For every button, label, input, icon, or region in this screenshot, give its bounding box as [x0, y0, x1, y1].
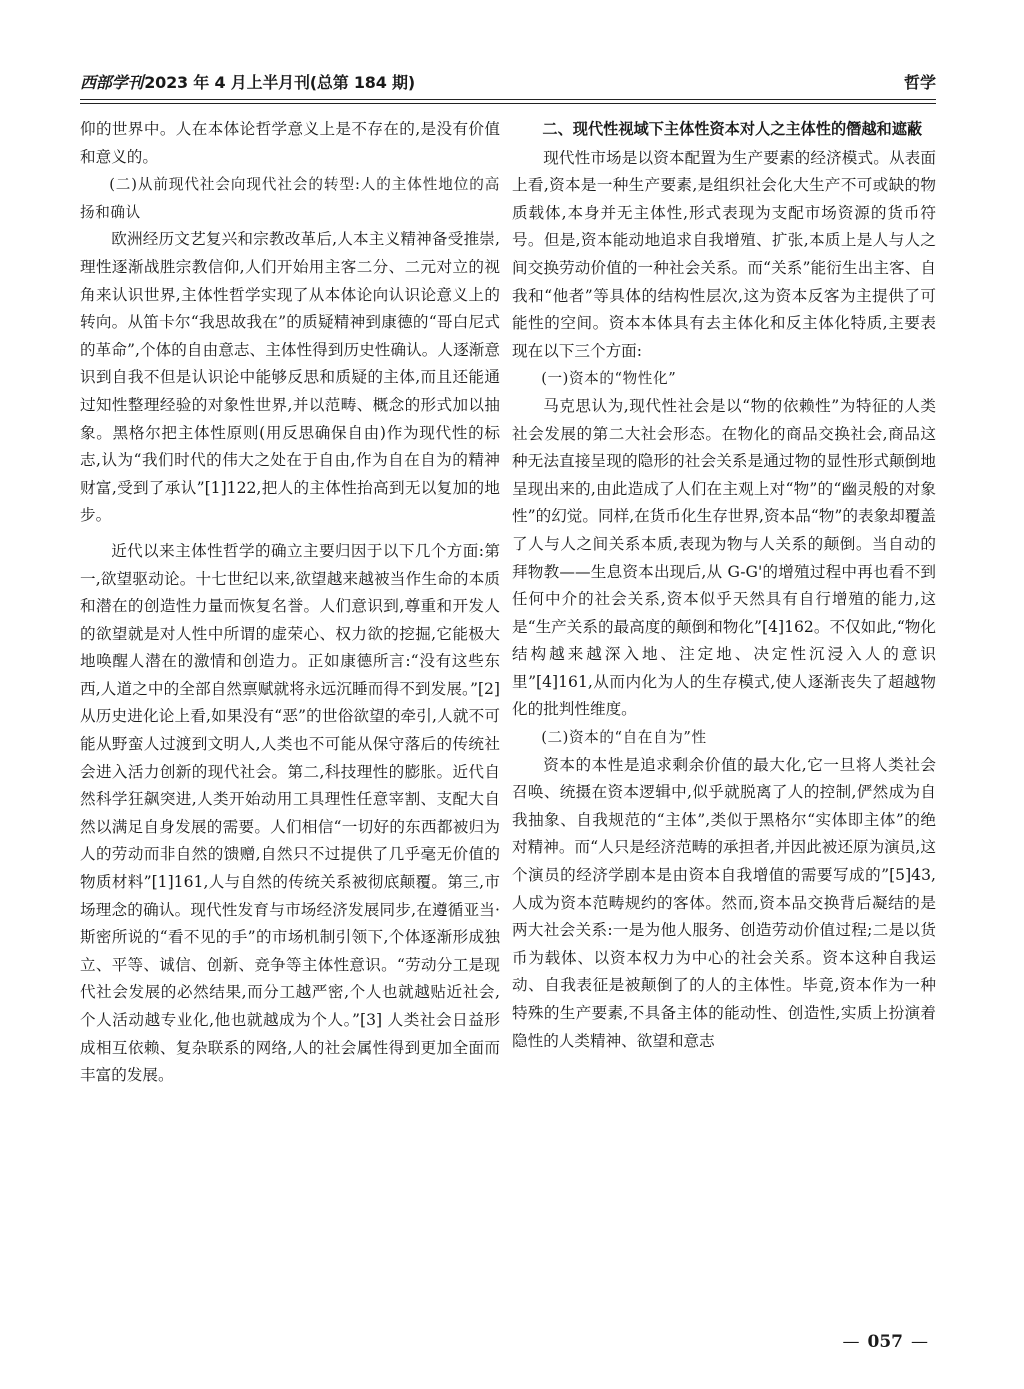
paragraph: 马克思认为,现代性社会是以“物的依赖性”为特征的人类社会发展的第二大社会形态。在物化的商品交换社会,商品这种无法直接呈现的隐形的社会关系是通过物的显性形式颠倒地呈现出来的,由此造成了人们在主观上对“物”的“幽灵般的对象性”的幻觉。同样,在货币化生存世界,资本品“物”的表象却覆盖了人与人之间关系本质,表现为物与人关系的颠倒。当自动的拜物教——生息资本出现后,从 G-G'的增殖过程中再也看不到任何中介的社会关系,资本似乎天然具有自行增殖的能力,这是“生产关系的最高度的颠倒和物化”[4]162。不仅如此,“物化结构越来越深入地、注定地、决定性沉浸入人的意识里”[4]161,从而内化为人的生存模式,使人逐渐丧失了超越物化的批判性维度。	[512, 396, 936, 719]
header-rule-bottom	[80, 103, 936, 104]
header-rule-top	[80, 99, 936, 100]
page-number-dash-left: —	[842, 1332, 860, 1352]
journal-title	[80, 70, 415, 93]
subsection-heading: (一)资本的“物性化”	[541, 370, 677, 388]
subsection-heading: (二)从前现代社会向现代社会的转型:人的主体性地位的高扬和确认	[80, 176, 500, 221]
page-number-value: 057	[867, 1332, 903, 1352]
journal-issue: 2023 年 4 月上半月刊(总第 184 期)	[144, 73, 415, 92]
paragraph: 现代性市场是以资本配置为生产要素的经济模式。从表面上看,资本是一种生产要素,是组织社会化大生产不可或缺的物质载体,本身并无主体性,形式表现为支配市场资源的货币符号。但是,资本能动地追求自我增殖、扩张,本质上是人与人之间交换劳动价值的一种社会关系。而“关系”能衍生出主客、自我和“他者”等具体的结构性层次,这为资本反客为主提供了可能性的空间。资本本体具有去主体化和反主体化特质,主要表现在以下三个方面:	[512, 148, 936, 360]
running-header	[80, 66, 936, 96]
section-label: 哲学	[903, 73, 936, 92]
page-number	[835, 1332, 937, 1352]
spacer	[80, 530, 500, 538]
paragraph: 仰的世界中。人在本体论哲学意义上是不存在的,是没有价值和意义的。	[80, 120, 500, 166]
paragraph: 资本的本性是追求剩余价值的最大化,它一旦将人类社会召唤、统摄在资本逻辑中,似乎就脱离了人的控制,俨然成为自我抽象、自我规范的“主体”,类似于黑格尔“实体即主体”的绝对精神。而“人只是经济范畴的承担者,并因此被还原为演员,这个演员的经济学剧本是由资本自我增值的需要写成的”[5]43,人成为资本范畴规约的客体。然而,资本品交换背后凝结的是两大社会关系:一是为他人服务、创造劳动价值过程;二是以货币为载体、以资本权力为中心的社会关系。资本这种自我运动、自我表征是被颠倒了的人的主体性。毕竟,资本作为一种特殊的生产要素,不具备主体的能动性、创造性,实质上扮演着隐性的人类精神、欲望和意志	[512, 755, 936, 1050]
paragraph: 欧洲经历文艺复兴和宗教改革后,人本主义精神备受推崇,理性逐渐战胜宗教信仰,人们开始用主客二分、二元对立的视角来认识世界,主体性哲学实现了从本体论向认识论意义上的转向。从笛卡尔“我思故我在”的质疑精神到康德的“哥白尼式的革命”,个体的自由意志、主体性得到历史性确认。人逐渐意识到自我不但是认识论中能够反思和质疑的主体,而且还能通过知性整理经验的对象性世界,并以范畴、概念的形式加以抽象。黑格尔把主体性原则(用反思确保自由)作为现代性的标志,认为“我们时代的伟大之处在于自由,作为自在自为的精神财富,受到了承认”[1]122,把人的主体性抬高到无以复加的地步。	[80, 230, 500, 525]
paragraph: 近代以来主体性哲学的确立主要归因于以下几个方面:第一,欲望驱动论。十七世纪以来,欲望越来越被当作生命的本质和潜在的创造性力量而恢复名誉。人们意识到,尊重和开发人的欲望就是对人性中所谓的虚荣心、权力欲的挖掘,它能极大地唤醒人潜在的激情和创造力。正如康德所言:“没有这些东西,人道之中的全部自然禀赋就将永远沉睡而得不到发展。”[2] 从历史进化论上看,如果没有“恶”的世俗欲望的牵引,人就不可能从野蛮人过渡到文明人,人类也不可能从保守落后的传统社会进入活力创新的现代社会。第二,科技理性的膨胀。近代自然科学狂飙突进,人类开始动用工具理性任意宰割、支配大自然以满足自身发展的需要。人们相信“一切好的东西都被归为人的劳动而非自然的馈赠,自然只不过提供了几乎毫无价值的物质材料”[1]161,人与自然的传统关系被彻底颠覆。第三,市场理念的确认。现代性发育与市场经济发展同步,在遵循亚当·斯密所说的“看不见的手”的市场机制引领下,个体逐渐形成独立、平等、诚信、创新、竞争等主体性意识。“劳动分工是现代社会发展的必然结果,而分工越严密,个人也就越贴近社会,个人活动越专业化,他也就越成为个人。”[3] 人类社会日益形成相互依赖、复杂联系的网络,人的社会属性得到更加全面而丰富的发展。	[80, 541, 500, 1085]
page-number-dash-right: —	[911, 1332, 928, 1352]
subsection-heading: (二)资本的“自在自为”性	[541, 729, 707, 747]
right-column	[512, 116, 936, 1055]
section-heading: 二、现代性视域下主体性资本对人之主体性的僭越和遮蔽	[542, 120, 923, 138]
journal-logo: 西部学刊	[80, 73, 144, 92]
left-column	[80, 116, 500, 1090]
